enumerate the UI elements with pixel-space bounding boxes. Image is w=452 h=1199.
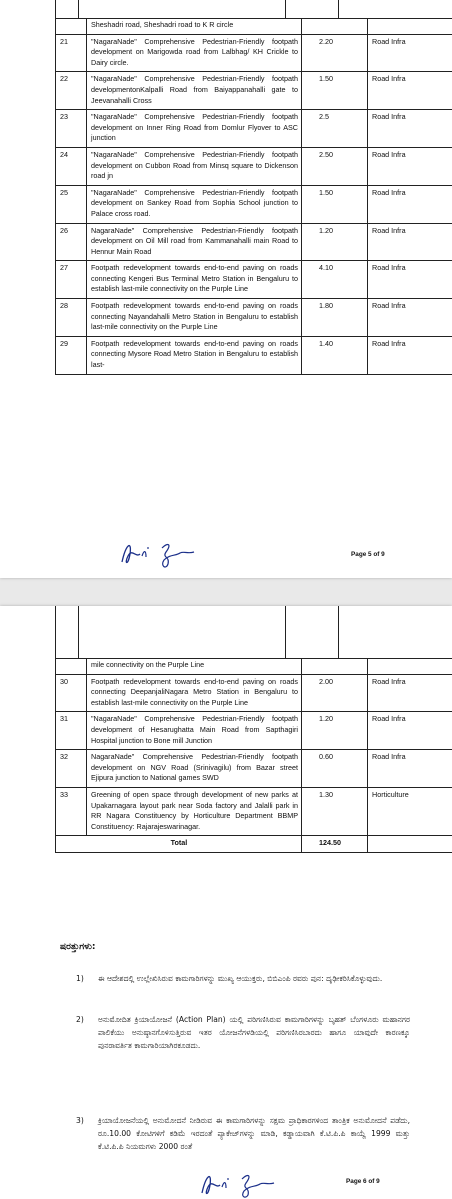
amount-cell bbox=[302, 19, 368, 35]
condition-item bbox=[76, 972, 416, 1002]
work-description-cell: "NagaraNade" Comprehensive Pedestrian-Friendly footpath developmentonKalpalli Road from Baiyappanahalli gate to Jeevanahalli Cross bbox=[87, 72, 302, 110]
table-row bbox=[56, 674, 452, 712]
condition-number: 1) bbox=[76, 974, 84, 983]
serial-number-cell: 25 bbox=[56, 185, 87, 223]
table-row bbox=[56, 750, 452, 788]
category-cell: Road Infra bbox=[368, 261, 452, 299]
table-row bbox=[56, 72, 452, 110]
table-row bbox=[56, 787, 452, 835]
works-table bbox=[55, 658, 452, 853]
serial-number-cell: 33 bbox=[56, 787, 87, 835]
amount-cell: 0.60 bbox=[302, 750, 368, 788]
amount-cell: 1.50 bbox=[302, 72, 368, 110]
column-divider bbox=[55, 606, 56, 658]
work-description-cell: NagaraNade" Comprehensive Pedestrian-Friendly footpath development on Oil Mill road from Kammanahalli main Road to Hennur Main Road bbox=[87, 223, 302, 261]
amount-cell: 2.20 bbox=[302, 34, 368, 72]
condition-text: ಈ ಆದೇಶದಲ್ಲಿ ಉಲ್ಲೇಖಿಸಿರುವ ಕಾಮಗಾರಿಗಳನ್ನು ಮುಖ್ಯ ಆಯುಕ್ತರು, ಬಿಬಿಎಂಪಿ ರವರು ಪುನ: ದೃಢೀಕರಿಸಿಕೊಳ್ಳುವುದು. bbox=[98, 974, 383, 983]
work-description-cell: "NagaraNade" Comprehensive Pedestrian-Friendly footpath development on Cubbon Road from Minsq square to Dickenson road jn bbox=[87, 147, 302, 185]
amount-cell: 4.10 bbox=[302, 261, 368, 299]
category-cell: Road Infra bbox=[368, 223, 452, 261]
column-divider bbox=[285, 606, 286, 658]
category-cell bbox=[368, 659, 452, 675]
condition-number: 3) bbox=[76, 1116, 84, 1125]
column-divider bbox=[55, 0, 56, 18]
category-cell: Road Infra bbox=[368, 110, 452, 148]
work-description-cell: "NagaraNade" Comprehensive Pedestrian-Friendly footpath development on Sankey Road from Sophia School junction to Palace cross road. bbox=[87, 185, 302, 223]
category-cell: Road Infra bbox=[368, 34, 452, 72]
work-description-cell: Footpath redevelopment towards end-to-end paving on roads connecting Nayandahalli Metro Station in Bengaluru to establish last-mile connectivity on the Purple Line bbox=[87, 299, 302, 337]
condition-text: ಅನುಮೋದಿತ ಕ್ರಿಯಾಯೋಜನೆ (Action Plan) ಯಲ್ಲಿ ಪರಿಗಣಿಸಿರುವ ಕಾಮಗಾರಿಗಳನ್ನು ಬೃಹತ್ ಬೆಂಗಳೂರು ಮಹಾನಗರ ಪಾಲಿಕೆಯು ಅನುಷ್ಠಾನಗೊಳಿಸುತ್ತಿರುವ ಇತರ ಯೋಜನೆಗಳಡಿಯಲ್ಲಿ ಪರಿಗಣಿಸಿರಬಾರದು ಹಾಗೂ ಯಾವುದೇ ಕಾರಣಕ್ಕೂ ಪುನರಾವರ್ತಿತ ಕಾಮಗಾರಿಯಾಗಿರಕೂಡದು. bbox=[98, 1015, 410, 1050]
amount-cell: 1.40 bbox=[302, 336, 368, 374]
amount-cell: 1.30 bbox=[302, 787, 368, 835]
page-number: Page 5 of 9 bbox=[351, 551, 385, 558]
work-description-cell: "NagaraNade" Comprehensive Pedestrian-Friendly footpath development of Hesarughatta Main Road from Sapthagiri Hospital junction to Bone mill Junction bbox=[87, 712, 302, 750]
amount-cell: 1.20 bbox=[302, 223, 368, 261]
category-cell: Road Infra bbox=[368, 712, 452, 750]
table-row bbox=[56, 185, 452, 223]
table-row bbox=[56, 659, 452, 675]
condition-item bbox=[76, 1013, 416, 1071]
work-description-cell: Footpath redevelopment towards end-to-end paving on roads connecting DeepanjaliNagara Metro Station in Bengaluru to establish last-mile connectivity on the Purple Line bbox=[87, 674, 302, 712]
amount-cell: 1.20 bbox=[302, 712, 368, 750]
column-divider bbox=[78, 606, 79, 658]
document-page-6 bbox=[0, 606, 452, 1199]
amount-cell: 1.50 bbox=[302, 185, 368, 223]
work-description-cell: Greening of open space through development of new parks at Upakarnagara layout park near Soda factory and Jalalli park in RR Nagara Constituency by Horticulture Department BBMP Constituency: Rajarajeswarinagar. bbox=[87, 787, 302, 835]
category-cell: Road Infra bbox=[368, 147, 452, 185]
condition-item bbox=[76, 1114, 416, 1172]
serial-number-cell: 28 bbox=[56, 299, 87, 337]
category-cell: Road Infra bbox=[368, 674, 452, 712]
works-table bbox=[55, 18, 452, 375]
work-description-cell: "NagaraNade" Comprehensive Pedestrian-Friendly footpath development on Inner Ring Road from Domlur Flyover to ASC junction bbox=[87, 110, 302, 148]
column-divider bbox=[285, 0, 286, 18]
total-label: Total bbox=[56, 836, 302, 853]
column-divider bbox=[78, 0, 79, 18]
conditions-heading: ಷರತ್ತುಗಳು: bbox=[60, 942, 96, 952]
work-description-cell: "NagaraNade" Comprehensive Pedestrian-Friendly footpath development on Marigowda road from Lalbhag/ KH Crickle to Dairy circle. bbox=[87, 34, 302, 72]
serial-number-cell: 30 bbox=[56, 674, 87, 712]
table-row bbox=[56, 223, 452, 261]
column-divider bbox=[338, 0, 339, 18]
amount-cell: 2.00 bbox=[302, 674, 368, 712]
serial-number-cell: 21 bbox=[56, 34, 87, 72]
table-row bbox=[56, 336, 452, 374]
work-description-cell: Sheshadri road, Sheshadri road to K R circle bbox=[87, 19, 302, 35]
category-cell: Road Infra bbox=[368, 299, 452, 337]
condition-text: ಕ್ರಿಯಾಯೋಜನೆಯಲ್ಲಿ ಅನುಮೋದನೆ ನೀಡಿರುವ ಈ ಕಾಮಗಾರಿಗಳನ್ನು ಸಕ್ಷಮ ಪ್ರಾಧಿಕಾರಗಳಿಂದ ತಾಂತ್ರಿಕ ಅನುಮೋದನೆ ಪಡೆದು, ರೂ.10.00 ಕೋಟಿಗಳಿಗೆ ಕಡಿಮೆ ಇರದಂತೆ ಪ್ಯಾಕೇಜ್‌ಗಳನ್ನು ಮಾಡಿ, ಕಡ್ಡಾಯವಾಗಿ ಕೆ.ಟಿ.ಪಿ.ಪಿ ಕಾಯ್ದೆ 1999 ಮತ್ತು ಕೆ.ಟಿ.ಪಿ.ಪಿ ನಿಯಮಗಳು 2000 ರಂತೆ bbox=[98, 1116, 410, 1151]
work-description-cell: mile connectivity on the Purple Line bbox=[87, 659, 302, 675]
serial-number-cell bbox=[56, 659, 87, 675]
work-description-cell: NagaraNade" Comprehensive Pedestrian-Friendly footpath development on NGV Road (Srinivagilu) from Bazar street Ejipura junction to National games SWD bbox=[87, 750, 302, 788]
amount-cell: 1.80 bbox=[302, 299, 368, 337]
category-cell: Horticulture bbox=[368, 787, 452, 835]
amount-cell bbox=[302, 659, 368, 675]
condition-number: 2) bbox=[76, 1015, 84, 1024]
category-cell: Road Infra bbox=[368, 185, 452, 223]
work-description-cell: Footpath redevelopment towards end-to-end paving on roads connecting Kengeri Bus Terminal Metro Station in Bengaluru to establish last-mile connectivity on the Purple Line bbox=[87, 261, 302, 299]
document-page-5 bbox=[0, 0, 452, 578]
serial-number-cell bbox=[56, 19, 87, 35]
table-row bbox=[56, 110, 452, 148]
amount-cell: 2.50 bbox=[302, 147, 368, 185]
category-cell: Road Infra bbox=[368, 72, 452, 110]
total-row bbox=[56, 836, 452, 853]
work-description-cell: Footpath redevelopment towards end-to-end paving on roads connecting Mysore Road Metro Station in Bengaluru to establish last- bbox=[87, 336, 302, 374]
serial-number-cell: 22 bbox=[56, 72, 87, 110]
category-cell: Road Infra bbox=[368, 336, 452, 374]
column-divider bbox=[338, 606, 339, 658]
page-number: Page 6 of 9 bbox=[346, 1178, 380, 1185]
serial-number-cell: 32 bbox=[56, 750, 87, 788]
total-amount: 124.50 bbox=[302, 836, 368, 853]
serial-number-cell: 27 bbox=[56, 261, 87, 299]
amount-cell: 2.5 bbox=[302, 110, 368, 148]
signature-image bbox=[198, 1169, 288, 1199]
serial-number-cell: 26 bbox=[56, 223, 87, 261]
serial-number-cell: 31 bbox=[56, 712, 87, 750]
table-row bbox=[56, 299, 452, 337]
category-cell bbox=[368, 19, 452, 35]
serial-number-cell: 23 bbox=[56, 110, 87, 148]
table-row bbox=[56, 147, 452, 185]
table-row bbox=[56, 712, 452, 750]
table-row bbox=[56, 34, 452, 72]
table-row bbox=[56, 19, 452, 35]
serial-number-cell: 24 bbox=[56, 147, 87, 185]
category-cell: Road Infra bbox=[368, 750, 452, 788]
table-row bbox=[56, 261, 452, 299]
serial-number-cell: 29 bbox=[56, 336, 87, 374]
signature-image bbox=[118, 536, 208, 570]
